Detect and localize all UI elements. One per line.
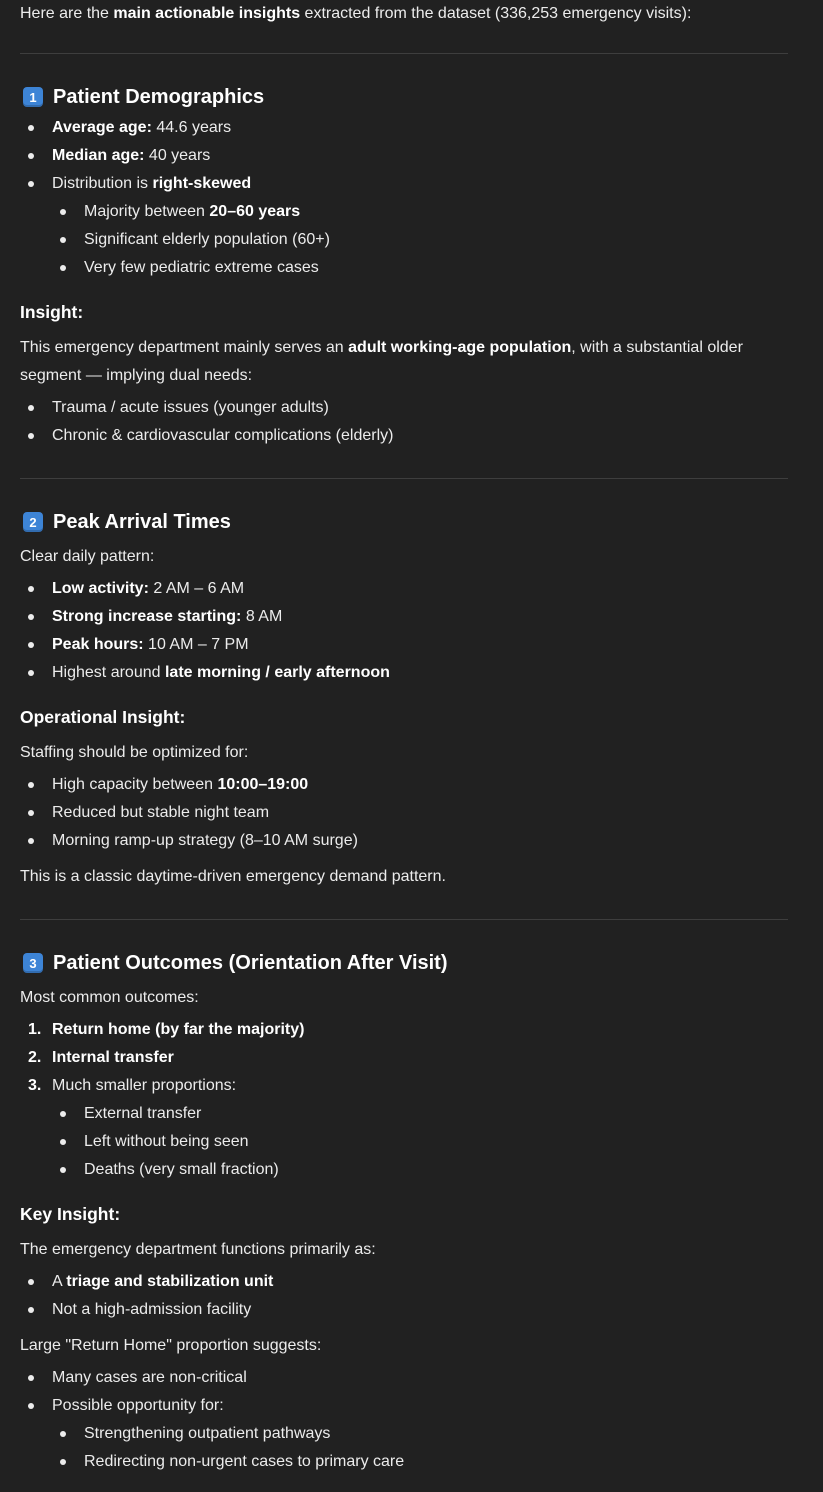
- list-item: Very few pediatric extreme cases: [84, 254, 319, 282]
- list-item: Strong increase starting: 8 AM: [52, 603, 282, 631]
- ordered-list-item: 1. Return home (by far the majority): [28, 1021, 305, 1038]
- section-title: Patient Outcomes (Orientation After Visit): [53, 951, 448, 974]
- lead-text: The emergency department functions primarily as:: [20, 1241, 376, 1258]
- insight-heading: Insight:: [20, 302, 84, 322]
- insight-heading: Operational Insight:: [20, 707, 186, 727]
- intro-bold: main actionable insights: [113, 5, 301, 22]
- list-item: Redirecting non-urgent cases to primary care: [84, 1448, 404, 1476]
- list-item: Majority between 20–60 years: [84, 198, 300, 226]
- list-item: Low activity: 2 AM – 6 AM: [52, 575, 244, 603]
- list-item: A triage and stabilization unit: [52, 1268, 273, 1296]
- list-item: Left without being seen: [84, 1128, 249, 1156]
- section-title: Peak Arrival Times: [53, 510, 231, 533]
- lead-text: Most common outcomes:: [20, 989, 199, 1006]
- lead-text: Clear daily pattern:: [20, 548, 155, 565]
- closing-text: This is a classic daytime-driven emergency demand pattern.: [20, 868, 446, 885]
- list-item: Average age: 44.6 years: [52, 114, 231, 142]
- list-item: Highest around late morning / early afternoon: [52, 659, 390, 687]
- list-item: Strengthening outpatient pathways: [84, 1420, 330, 1448]
- keycap-3-icon: 3: [23, 953, 43, 973]
- list-item: Deaths (very small fraction): [84, 1156, 279, 1184]
- ordered-list-item: 2. Internal transfer: [28, 1049, 174, 1066]
- keycap-2-icon: 2: [23, 512, 43, 532]
- list-item: Possible opportunity for:: [52, 1392, 224, 1420]
- list-item: Reduced but stable night team: [52, 799, 269, 827]
- intro-text: Here are the main actionable insights extracted from the dataset (336,253 emergency visits):: [20, 5, 692, 22]
- list-item: Median age: 40 years: [52, 142, 210, 170]
- lead-text: Large "Return Home" proportion suggests:: [20, 1337, 322, 1354]
- insight-heading: Key Insight:: [20, 1204, 121, 1224]
- list-item: High capacity between 10:00–19:00: [52, 771, 308, 799]
- section-heading-outcomes: [23, 949, 448, 977]
- divider: [20, 478, 788, 479]
- list-item: Not a high-admission facility: [52, 1296, 251, 1324]
- list-item: Chronic & cardiovascular complications (elderly): [52, 422, 393, 450]
- divider: [20, 919, 788, 920]
- list-item: Distribution is right-skewed: [52, 170, 251, 198]
- list-item: Trauma / acute issues (younger adults): [52, 394, 329, 422]
- lead-text: Staffing should be optimized for:: [20, 744, 249, 761]
- ordered-list-item: 3. Much smaller proportions:: [28, 1077, 237, 1094]
- divider: [20, 53, 788, 54]
- list-item: Morning ramp-up strategy (8–10 AM surge): [52, 827, 358, 855]
- insight-paragraph: This emergency department mainly serves an adult working-age population, with a substantial older segment — implying dual needs:: [20, 339, 743, 384]
- list-item: Significant elderly population (60+): [84, 226, 330, 254]
- list-item: Peak hours: 10 AM – 7 PM: [52, 631, 249, 659]
- section-heading-demographics: [23, 83, 264, 111]
- list-item: Many cases are non-critical: [52, 1364, 247, 1392]
- section-heading-arrival-times: [23, 508, 231, 536]
- keycap-1-icon: 1: [23, 87, 43, 107]
- list-item: External transfer: [84, 1100, 201, 1128]
- section-title: Patient Demographics: [53, 85, 265, 108]
